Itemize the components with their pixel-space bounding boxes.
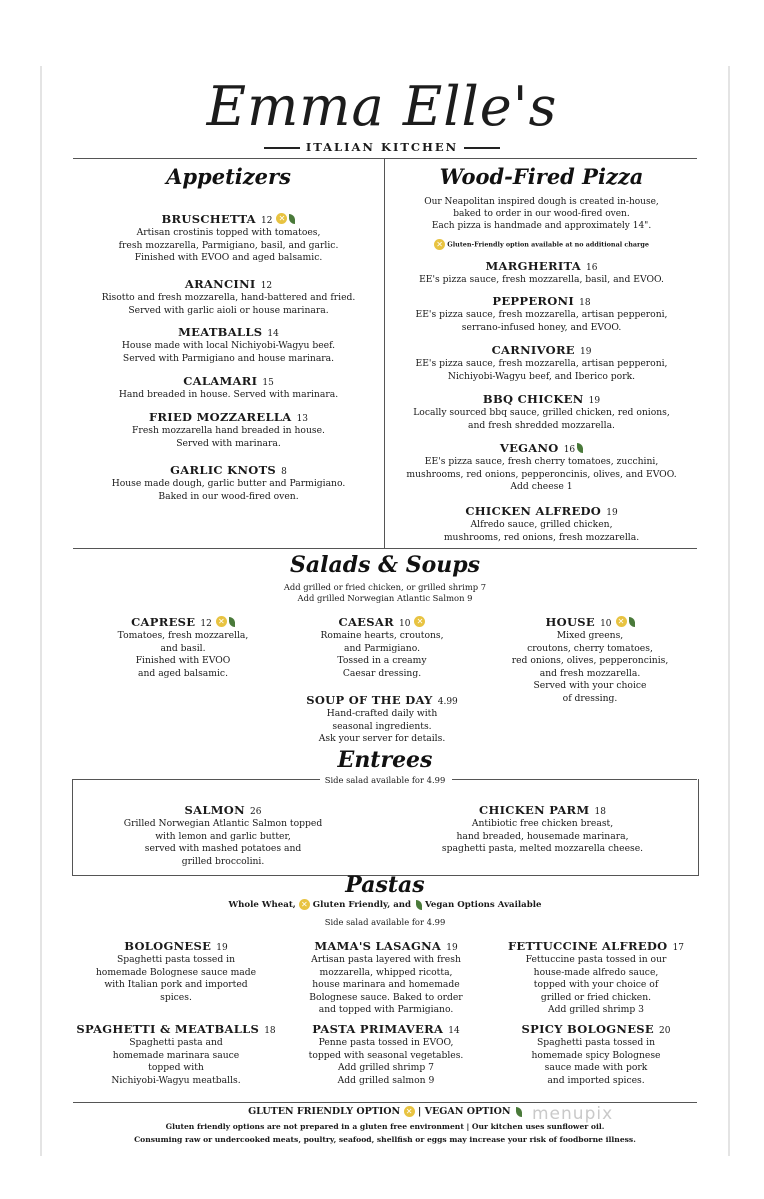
menu-item-description: EE's pizza sauce, fresh mozzarella, artisan pepperoni, <box>415 309 668 320</box>
menu-item-heading <box>76 1018 276 1037</box>
menu-item-description: Artisan crostinis topped with tomatoes, <box>136 227 321 238</box>
menu-item-description: Spaghetti pasta and <box>129 1037 223 1048</box>
menu-item <box>76 935 276 1004</box>
menu-item-heading <box>286 935 486 954</box>
menu-item-description: Penne pasta tossed in EVOO, <box>318 1037 454 1048</box>
menu-item-price: 12 <box>261 216 273 226</box>
menu-item-heading <box>286 1018 486 1037</box>
footer-separator: | <box>417 1106 422 1117</box>
menu-item-description: and fresh shredded mozzarella. <box>468 419 615 431</box>
vegan-leaf-icon <box>577 443 583 453</box>
vegan-leaf-icon <box>229 617 235 627</box>
menu-item-price: 19 <box>446 943 458 953</box>
pizza-gf-note-text: Gluten-Friendly option available at no additional charge <box>447 240 649 249</box>
entrees-title: Entrees <box>337 747 433 773</box>
menu-item-description: Fresh mozzarella hand breaded in house. <box>132 425 325 436</box>
entrees-note: Side salad available for 4.99 <box>324 775 446 785</box>
vegan-leaf-icon <box>289 214 295 224</box>
menu-item-description: Artisan pasta layered with fresh <box>311 954 461 965</box>
menu-item <box>73 273 384 317</box>
menu-item-heading <box>386 388 697 407</box>
menu-item-description: mushrooms, red onions, pepperoncinis, olives, and EVOO. <box>406 468 677 480</box>
restaurant-logo: Emma Elle's <box>206 75 558 138</box>
menu-item <box>73 321 384 365</box>
menu-item-name: CALAMARI <box>183 374 258 388</box>
menu-item-heading <box>73 208 384 227</box>
pastas-title: Pastas <box>345 872 425 898</box>
menu-item-description: Fettuccine pasta tossed in our <box>525 954 667 965</box>
menu-item-heading <box>73 406 384 425</box>
menu-item-description: Served with garlic aioli or house marinara. <box>128 304 329 316</box>
menu-item-name: SPICY BOLOGNESE <box>521 1022 654 1036</box>
menu-item-description: Bolognese sauce. Baked to order <box>309 991 463 1003</box>
menu-item-description: Finished with EVOO and aged balsamic. <box>134 252 323 263</box>
gluten-free-icon: ✕ <box>616 616 627 627</box>
menu-item-description: Add cheese 1 <box>510 481 573 492</box>
footer-divider <box>73 1102 697 1103</box>
menu-item-description: Served with Parmigiano and house marinara. <box>122 352 335 364</box>
menu-item-name: BBQ CHICKEN <box>482 392 584 406</box>
menu-item-price: 15 <box>262 378 274 388</box>
tagline <box>0 140 764 154</box>
menu-item-description: Add grilled shrimp 3 <box>548 1004 644 1015</box>
menu-item-description: House made dough, garlic butter and Parmigiano. <box>111 478 346 489</box>
menu-item-description: Nichiyobi-Wagyu beef, and Iberico pork. <box>447 370 636 382</box>
menu-item-description: grilled or fried chicken. <box>540 991 652 1003</box>
menu-item <box>287 689 477 746</box>
footer-line2: Gluten friendly options are not prepared in a gluten free environment | Our kitchen uses sunflower oil. <box>165 1122 605 1131</box>
menu-item-name: VEGANO <box>499 441 559 455</box>
entrees-box-top-left <box>72 779 320 780</box>
menu-item <box>286 935 486 1017</box>
pizza-intro <box>386 196 697 232</box>
gluten-free-icon: ✕ <box>434 239 445 250</box>
menu-item-name: MAMA'S LASAGNA <box>314 939 442 953</box>
menu-item-price: 10 <box>600 619 612 629</box>
menu-item-description: Hand-crafted daily with <box>326 708 438 719</box>
pizza-intro-line: Our Neapolitan inspired dough is created in-house, <box>424 197 659 207</box>
menu-item-name: HOUSE <box>545 615 595 629</box>
menu-item-description: Nichiyobi-Wagyu meatballs. <box>111 1074 241 1086</box>
menu-item-price: 12 <box>260 281 273 291</box>
menu-item <box>76 1018 276 1087</box>
menu-item <box>386 255 697 287</box>
menu-item-heading <box>76 935 276 954</box>
menu-item-price: 19 <box>579 347 592 357</box>
menu-item-description: Add grilled shrimp 7 <box>338 1062 434 1073</box>
menu-item <box>386 388 697 432</box>
menu-item-description: fresh mozzarella, Parmigiano, basil, and garlic. <box>118 239 339 251</box>
menu-item-description: spaghetti pasta, melted mozzarella cheese. <box>441 843 644 854</box>
menu-item-price: 18 <box>579 298 591 308</box>
menu-item-description: homemade spicy Bolognese <box>531 1049 661 1061</box>
menu-item-description: croutons, cherry tomatoes, <box>527 642 653 654</box>
menu-item <box>287 611 477 680</box>
menu-item-description: and topped with Parmigiano. <box>318 1004 454 1015</box>
menu-item <box>73 406 384 450</box>
menu-item-name: SALMON <box>184 803 245 817</box>
menu-item <box>88 799 358 868</box>
vegan-leaf-icon <box>416 900 422 910</box>
menu-item-heading <box>73 321 384 340</box>
menu-item-description: Grilled Norwegian Atlantic Salmon topped <box>123 818 323 829</box>
menu-item <box>73 370 384 402</box>
menu-item-name: CARNIVORE <box>491 343 575 357</box>
menu-item-description: topped with seasonal vegetables. <box>308 1049 464 1061</box>
menu-item-heading <box>386 500 697 519</box>
menu-item-description: Spaghetti pasta tossed in <box>536 1037 656 1048</box>
menu-item-name: CHICKEN ALFREDO <box>465 504 602 518</box>
menu-item-description: Served with your choice <box>533 680 647 691</box>
menu-item-price: 19 <box>606 508 618 518</box>
pastas-options-c: Vegan Options Available <box>425 900 542 910</box>
menu-item-name: CAESAR <box>338 615 394 629</box>
menu-item-price: 19 <box>216 943 228 953</box>
menu-item-description: Risotto and fresh mozzarella, hand-battered and fried. <box>101 292 356 303</box>
menu-item-description: Baked in our wood-fired oven. <box>158 490 299 502</box>
gluten-free-icon: ✕ <box>299 899 310 910</box>
entrees-box-top-right <box>452 779 697 780</box>
menu-item-name: CHICKEN PARM <box>479 803 590 817</box>
menu-item-heading <box>386 339 697 358</box>
menu-item-name: FRIED MOZZARELLA <box>148 410 292 424</box>
menu-item-description: seasonal ingredients. <box>332 720 432 732</box>
menu-item-price: 14 <box>267 329 279 339</box>
pastas-options-a: Whole Wheat, <box>228 900 296 910</box>
menu-item <box>490 611 690 705</box>
menu-item-description: red onions, olives, pepperoncinis, <box>511 655 669 666</box>
menu-item-description: Mixed greens, <box>556 630 624 641</box>
menu-item-description: homemade Bolognese sauce made <box>95 966 257 978</box>
menu-item-description: Alfredo sauce, grilled chicken, <box>470 519 613 530</box>
menu-item-description: Romaine hearts, croutons, <box>320 630 444 641</box>
menu-item-name: GARLIC KNOTS <box>170 463 277 477</box>
pizza-gf-note <box>386 239 697 250</box>
menu-item-description: sauce made with pork <box>544 1062 648 1073</box>
menu-item-heading <box>73 273 384 292</box>
menu-item <box>386 500 697 544</box>
menu-item-description: and imported spices. <box>547 1074 645 1086</box>
menu-item-description: Finished with EVOO <box>135 655 231 666</box>
pastas-options <box>73 899 697 910</box>
menu-item-description: served with mashed potatoes and <box>144 843 302 854</box>
menu-item <box>286 1018 486 1087</box>
salads-title: Salads & Soups <box>289 552 481 578</box>
menu-item-description: Ask your server for details. <box>318 733 446 744</box>
menu-item-description: with Italian pork and imported <box>104 979 248 990</box>
menu-item-heading <box>496 935 696 954</box>
menu-item-description: house marinara and homemade <box>312 979 460 990</box>
menu-item-price: 18 <box>264 1026 276 1036</box>
menu-item-name: PASTA PRIMAVERA <box>312 1022 444 1036</box>
menu-item-name: SPAGHETTI & MEATBALLS <box>76 1022 260 1036</box>
menu-item-heading <box>400 799 685 818</box>
menu-item-description: topped with your choice of <box>533 979 659 990</box>
menu-item <box>400 799 685 856</box>
menu-item-description: Served with marinara. <box>176 437 281 449</box>
menu-item-name: MEATBALLS <box>178 325 263 339</box>
menu-item-description: mushrooms, red onions, fresh mozzarella. <box>443 531 640 543</box>
watermark: menupix <box>532 1104 614 1124</box>
menu-item-price: 8 <box>281 467 287 477</box>
gluten-free-icon: ✕ <box>276 213 287 224</box>
header-divider <box>73 158 697 159</box>
menu-item-name: CAPRESE <box>131 615 196 629</box>
footer-line3: Consuming raw or undercooked meats, poultry, seafood, shellfish or eggs may increase your risk of foodborne illness. <box>134 1135 636 1144</box>
menu-item-description: mozzarella, whipped ricotta, <box>319 966 453 978</box>
pizza-title: Wood-Fired Pizza <box>439 164 644 189</box>
menu-item-heading <box>73 459 384 478</box>
menu-item <box>386 290 697 334</box>
menu-item-heading <box>287 611 477 630</box>
menu-item-name: BOLOGNESE <box>124 939 212 953</box>
menu-item-description: topped with <box>148 1062 204 1073</box>
menu-item <box>73 459 384 503</box>
menu-item-description: serrano-infused honey, and EVOO. <box>461 321 622 333</box>
menu-item <box>496 1018 696 1087</box>
menu-item-description: Antibiotic free chicken breast, <box>471 818 614 829</box>
menu-item-price: 18 <box>594 807 606 817</box>
tagline-text: ITALIAN KITCHEN <box>305 140 459 154</box>
footer-vegan-label: VEGAN OPTION <box>424 1106 511 1117</box>
salads-addon-line: Add grilled Norwegian Atlantic Salmon 9 <box>297 593 473 603</box>
menu-item <box>386 437 697 494</box>
menu-item-price: 26 <box>250 807 262 817</box>
tagline-rule-right <box>464 147 500 149</box>
menu-item-description: house-made alfredo sauce, <box>533 966 659 978</box>
menu-item-price: 16 <box>586 263 598 273</box>
menu-item-heading <box>386 437 697 456</box>
gluten-free-icon: ✕ <box>414 616 425 627</box>
menu-item <box>386 339 697 383</box>
menu-item-description: with lemon and garlic butter, <box>155 830 291 842</box>
pastas-options-b: Gluten Friendly, and <box>312 900 412 910</box>
menu-item-name: ARANCINI <box>184 277 256 291</box>
menu-item-heading <box>88 611 278 630</box>
pizza-intro-line: Each pizza is handmade and approximately 14". <box>431 221 652 231</box>
menu-item-description: EE's pizza sauce, fresh cherry tomatoes, zucchini, <box>424 456 659 467</box>
menu-item-price: 13 <box>296 414 309 424</box>
vegan-leaf-icon <box>629 617 635 627</box>
tagline-rule-left <box>264 147 300 149</box>
vegan-leaf-icon <box>516 1107 522 1117</box>
menu-item <box>88 611 278 680</box>
menu-item-heading <box>386 290 697 309</box>
menu-item-description: Spaghetti pasta tossed in <box>116 954 236 965</box>
menu-item-name: BRUSCHETTA <box>161 212 256 226</box>
menu-item-description: Tossed in a creamy <box>337 655 427 666</box>
menu-item-heading <box>496 1018 696 1037</box>
menu-item-description: and Parmigiano. <box>344 642 420 654</box>
menu-item-description: Caesar dressing. <box>342 667 422 679</box>
menu-item-name: MARGHERITA <box>485 259 581 273</box>
menu-item-price: 17 <box>672 943 685 953</box>
menu-item-description: Add grilled salmon 9 <box>337 1074 435 1086</box>
menu-item-price: 19 <box>588 396 601 406</box>
menu-item-description: House made with local Nichiyobi-Wagyu beef. <box>121 340 336 351</box>
menu-item-description: hand breaded, housemade marinara, <box>456 830 629 842</box>
footer-gf-label: GLUTEN FRIENDLY OPTION <box>248 1106 401 1117</box>
gluten-free-icon: ✕ <box>404 1106 415 1117</box>
column-divider <box>384 158 385 548</box>
menu-item-description: of dressing. <box>562 692 618 704</box>
menu-item-name: FETTUCCINE ALFREDO <box>507 939 668 953</box>
menu-item-description: Tomatoes, fresh mozzarella, <box>117 630 249 641</box>
gluten-free-icon: ✕ <box>216 616 227 627</box>
menu-item-description: Locally sourced bbq sauce, grilled chicken, red onions, <box>413 407 670 418</box>
menu-item <box>73 208 384 265</box>
menu-item <box>496 935 696 1017</box>
pastas-note: Side salad available for 4.99 <box>324 917 446 927</box>
menu-item-description: homemade marinara sauce <box>112 1049 240 1061</box>
menu-item-price: 20 <box>659 1026 671 1036</box>
salads-addon-line: Add grilled or fried chicken, or grilled shrimp 7 <box>283 582 487 592</box>
section-divider-top <box>73 548 697 549</box>
menu-item-description: and fresh mozzarella. <box>539 667 641 679</box>
menu-item-heading <box>386 255 697 274</box>
menu-item-heading <box>73 370 384 389</box>
pizza-intro-line: baked to order in our wood-fired oven. <box>453 209 630 219</box>
menu-item-name: SOUP OF THE DAY <box>306 693 433 707</box>
appetizers-title: Appetizers <box>166 164 291 189</box>
menu-item-description: spices. <box>160 991 192 1003</box>
menu-item-name: PEPPERONI <box>492 294 575 308</box>
menu-item-heading <box>490 611 690 630</box>
menu-item-price: 10 <box>399 619 411 629</box>
menu-item-heading <box>287 689 477 708</box>
menu-item-price: 16 <box>563 445 576 455</box>
menu-item-price: 14 <box>448 1026 460 1036</box>
menu-item-description: grilled broccolini. <box>181 855 265 867</box>
menu-item-heading <box>88 799 358 818</box>
menu-item-description: and basil. <box>160 642 206 654</box>
menu-item-description: EE's pizza sauce, fresh mozzarella, basil, and EVOO. <box>419 274 664 285</box>
salads-addons <box>73 582 697 604</box>
menu-item-description: and aged balsamic. <box>138 667 228 679</box>
menu-item-price: 12 <box>200 619 212 629</box>
menu-item-description: EE's pizza sauce, fresh mozzarella, artisan pepperoni, <box>415 358 668 369</box>
menu-item-price: 4.99 <box>437 697 458 707</box>
menu-item-description: Hand breaded in house. Served with marinara. <box>118 389 339 400</box>
